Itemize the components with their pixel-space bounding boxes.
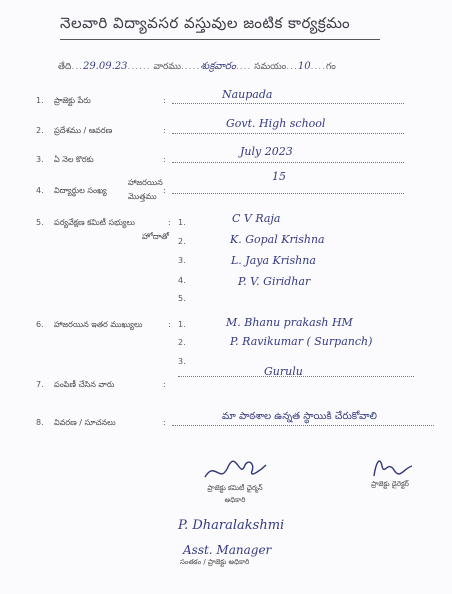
director-signature-label: ప్రాజెక్టు డైరెక్టర్ (371, 480, 409, 488)
row-sublabel-attended: హాజరయిన (128, 178, 163, 187)
month-value: July 2023 (240, 145, 293, 158)
committee-member: P. V. Giridhar (238, 275, 311, 288)
others-num: 2. (178, 338, 186, 347)
time-value: 10 (297, 61, 311, 72)
colon: : (163, 380, 166, 389)
day-value: శుక్రవారం (200, 61, 236, 72)
row-label: పంపిణీ చేసిన వారు (54, 380, 115, 389)
colon: : (163, 186, 166, 195)
director-signature-scribble (366, 452, 416, 480)
committee-signature (180, 484, 290, 506)
colon: : (163, 126, 166, 135)
others-num: 1. (178, 320, 186, 329)
committee-num: 1. (178, 218, 186, 227)
colon: : (168, 320, 171, 329)
date-value: 29.09.23 (82, 61, 128, 72)
row-number: 2. (36, 126, 44, 135)
colon: : (168, 218, 171, 227)
row-label: ప్రదేశము / ఆవరణ (54, 126, 113, 135)
row-sublabel-total: మొత్తము (128, 192, 157, 201)
row-label: ప్రాజెక్టు పేరు (54, 96, 91, 105)
row-label: విద్యార్థుల సంఖ్య (54, 186, 107, 195)
others-person: M. Bhanu prakash HM (226, 316, 353, 329)
director-signature (350, 480, 430, 490)
row-number: 3. (36, 155, 44, 164)
row-number: 7. (36, 380, 44, 389)
row-label: పర్యవేక్షణ కమిటీ సభ్యులు (54, 218, 135, 227)
form-row-distributor (0, 365, 452, 400)
date-label: తేది (58, 62, 72, 72)
committee-num: 4. (178, 276, 186, 285)
distributor-value: Gurulu (264, 365, 303, 378)
project-name-value: Naupada (222, 88, 273, 101)
fill-line (172, 133, 404, 134)
colon: : (163, 155, 166, 164)
student-count-value: 15 (272, 170, 286, 183)
row-sublabel: హోదాతో (142, 232, 169, 241)
committee-member: K. Gopal Krishna (230, 233, 325, 246)
committee-member: L. Jaya Krishna (231, 254, 316, 267)
form-row-students (0, 170, 452, 201)
fill-line (172, 162, 404, 163)
remarks-value: మా పాఠశాల ఉన్నత స్థాయికి చేరుకోవాలి (222, 411, 377, 422)
row-label: ఏ నెల కొరకు (54, 155, 94, 164)
fill-line (172, 193, 404, 194)
form-title: నెలవారి విద్యావసర వస్తువుల జంటిక కార్యక్రమం (60, 14, 380, 40)
bottom-signature-label: సంతకం / ప్రాజెక్టు అధికారి (180, 558, 250, 566)
committee-num: 2. (178, 237, 186, 246)
row-label: హాజరయిన ఇతర ముఖ్యులు (54, 320, 143, 329)
others-num: 3. (178, 357, 186, 366)
row-number: 5. (36, 218, 44, 227)
others-person: P. Ravikumar ( Surpanch) (230, 335, 373, 348)
form-row-month (0, 145, 452, 175)
bottom-signature-name: P. Dharalakshmi (178, 518, 285, 533)
row-number: 4. (36, 186, 44, 195)
bottom-signature-role: Asst. Manager (183, 543, 272, 557)
committee-member: C V Raja (232, 212, 281, 225)
row-number: 6. (36, 320, 44, 329)
colon: : (163, 96, 166, 105)
committee-signature-scribble (200, 455, 270, 485)
committee-signature-label: ప్రాజెక్టు కమిటీ ఛైర్మన్ (207, 484, 263, 492)
meta-line: తేది...29.09.23...... వారము.....శుక్రవారం.... సమయం...10....గం (58, 61, 336, 72)
fill-line (172, 103, 404, 104)
row-number: 1. (36, 96, 44, 105)
row-number: 8. (36, 418, 44, 427)
committee-num: 5. (178, 294, 186, 303)
form-row-remarks (0, 411, 452, 438)
committee-signature-sub: అధికారి (224, 496, 246, 504)
day-label: వారము (153, 62, 181, 72)
fill-line (172, 425, 434, 426)
time-label: సమయం (254, 62, 287, 72)
time-unit: గం (326, 62, 336, 72)
committee-num: 3. (178, 256, 186, 265)
row-label: వివరణ / సూచనలు (54, 418, 116, 427)
form-row-project (0, 88, 452, 116)
location-value: Govt. High school (226, 117, 326, 130)
form-row-location (0, 117, 452, 146)
colon: : (163, 418, 166, 427)
